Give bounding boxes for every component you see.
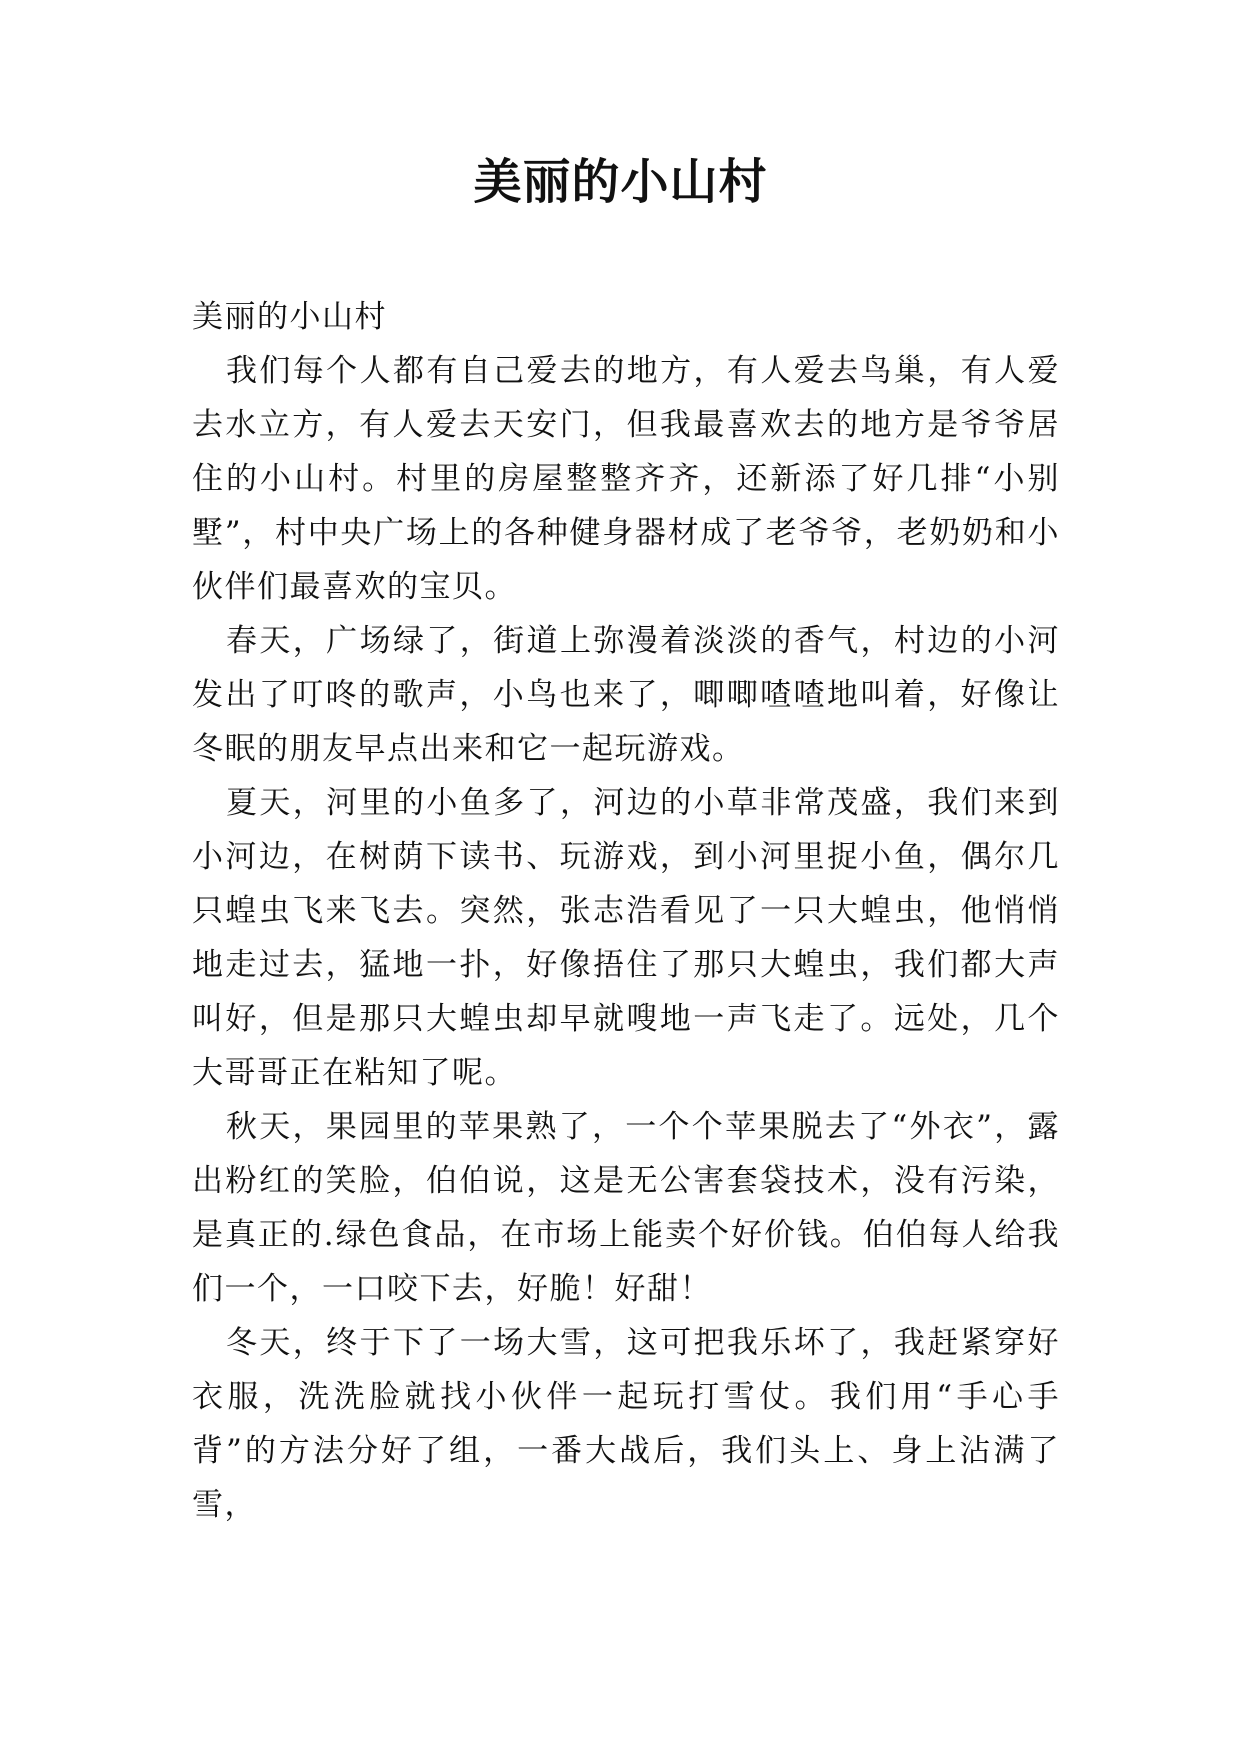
paragraph-winter: 冬天，终于下了一场大雪，这可把我乐坏了，我赶紧穿好衣服，洗洗脸就找小伙伴一起玩打雪仗。我们用“手心手背”的方法分好了组，一番大战后，我们头上、身上沾满了雪， xyxy=(192,1325,1060,1523)
paragraph-summer: 夏天，河里的小鱼多了，河边的小草非常茂盛，我们来到小河边，在树荫下读书、玩游戏，到小河里捉小鱼，偶尔几只蝗虫飞来飞去。突然，张志浩看见了一只大蝗虫，他悄悄地走过去，猛地一扑，好像捂住了那只大蝗虫，我们都大声叫好，但是那只大蝗虫却早就嗖地一声飞走了。远处，几个大哥哥正在粘知了呢。 xyxy=(192,785,1060,1091)
document-title: 美丽的小山村 xyxy=(473,154,768,210)
document-subtitle: 美丽的小山村 xyxy=(192,299,387,335)
document-body xyxy=(192,290,1060,1532)
paragraph-autumn: 秋天，果园里的苹果熟了，一个个苹果脱去了“外衣”，露出粉红的笑脸，伯伯说，这是无公害套袋技术，没有污染，是真正的.绿色食品，在市场上能卖个好价钱。伯伯每人给我们一个，一口咬下去，好脆！好甜！ xyxy=(192,1109,1060,1307)
paragraph-spring: 春天，广场绿了，街道上弥漫着淡淡的香气，村边的小河发出了叮咚的歌声，小鸟也来了，唧唧喳喳地叫着，好像让冬眠的朋友早点出来和它一起玩游戏。 xyxy=(192,623,1060,767)
paragraph-intro: 我们每个人都有自己爱去的地方，有人爱去鸟巢，有人爱去水立方，有人爱去天安门，但我最喜欢去的地方是爷爷居住的小山村。村里的房屋整整齐齐，还新添了好几排“小别墅”，村中央广场上的各种健身器材成了老爷爷，老奶奶和小伙伴们最喜欢的宝贝。 xyxy=(192,353,1060,605)
